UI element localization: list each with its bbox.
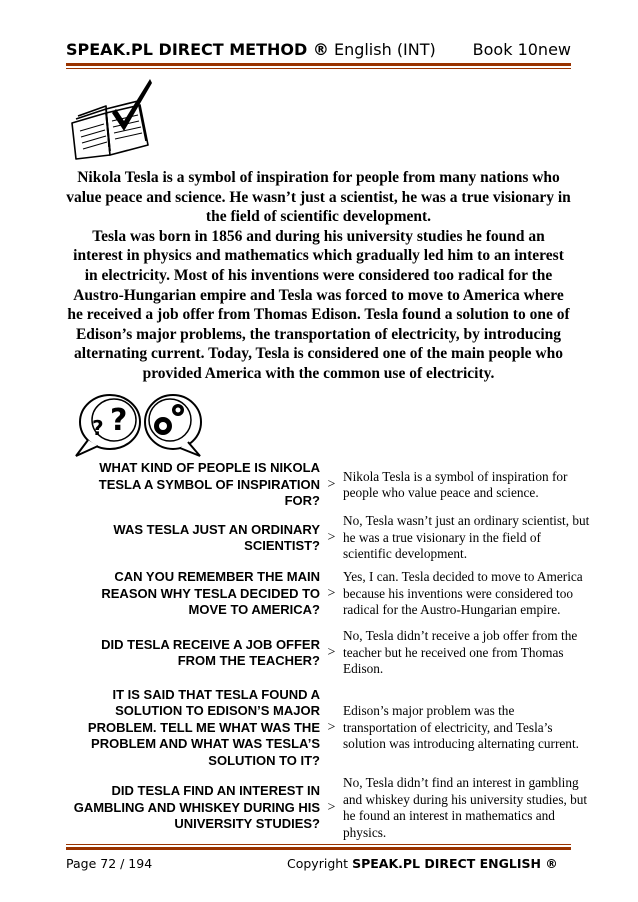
qa-question: IT IS SAID THAT TESLA FOUND A SOLUTION TO EDISON’S MAJOR PROBLEM. TELL ME WHAT WAS THE PROBLEM AND WHAT WAS TESLA’S SOLUTION TO IT?: [87, 686, 320, 768]
copyright-label: Copyright: [287, 856, 349, 871]
qa-question: DID TESLA FIND AN INTEREST IN GAMBLING AND WHISKEY DURING HIS UNIVERSITY STUDIES?: [73, 783, 320, 832]
qa-answer: No, Tesla didn’t find an interest in gambling and whiskey during his university studies, but he found an interest in mathematics and physics.: [343, 775, 588, 840]
footer-rule-thick: [66, 847, 571, 850]
qa-question: CAN YOU REMEMBER THE MAIN REASON WHY TESLA DECIDED TO MOVE TO AMERICA?: [101, 569, 320, 618]
qa-row: [66, 684, 590, 772]
header-rule-thick: [66, 63, 571, 66]
qa-answer: No, Tesla didn’t receive a job offer from the teacher but he received one from Thomas Edison.: [343, 628, 578, 677]
page-header: [66, 38, 571, 62]
qa-question: WAS TESLA JUST AN ORDINARY SCIENTIST?: [113, 521, 320, 553]
qa-answer: Nikola Tesla is a symbol of inspiration for people who value peace and science.: [343, 468, 568, 500]
qa-arrow: >: [327, 477, 336, 492]
qa-arrow: >: [327, 720, 336, 735]
qa-row: [66, 460, 590, 510]
qa-question: WHAT KIND OF PEOPLE IS NIKOLA TESLA A SYMBOL OF INSPIRATION FOR?: [98, 460, 320, 509]
qa-arrow: >: [327, 800, 336, 815]
qa-arrow: >: [327, 645, 336, 660]
story-paragraph: Nikola Tesla is a symbol of inspiration for people from many nations who value peace and science. He wasn’t just a scientist, he was a true visionary in the field of scientific development.: [66, 169, 571, 226]
page-footer: [66, 854, 571, 874]
qa-answer: No, Tesla wasn’t just an ordinary scientist, but he was a true visionary in the field of scientific development.: [343, 513, 590, 562]
header-left: [66, 38, 436, 62]
qa-answer: Edison’s major problem was the transportation of electricity, and Tesla’s solution was introducing alternating current.: [343, 703, 579, 752]
qa-arrow: >: [327, 586, 336, 601]
qa-row: [66, 622, 590, 684]
svg-text:?: ?: [110, 403, 128, 438]
header-rule-thin: [66, 68, 571, 69]
open-book-checkmark-icon: [66, 75, 156, 160]
qa-row: [66, 566, 590, 622]
story-text: [66, 168, 571, 384]
story-paragraph: Tesla was born in 1856 and during his university studies he found an interest in physics and mathematics which gradually led him to an interest in electricity. Most of his inventions were considered too radical for the Austro-Hungarian empire and Tesla was forced to move to America where he received a job offer from Thomas Edison. Tesla found a solution to one of Edison’s major problems, the transportation of electricity, by introducing alternating current. Today, Tesla is considered one of the main people who provided America with the common use of electricity.: [67, 227, 570, 382]
footer-rule-thin: [66, 844, 571, 845]
question-answer-list: [66, 460, 590, 844]
question-gear-speech-bubbles-icon: [70, 390, 205, 460]
copyright: [287, 854, 558, 874]
qa-question: DID TESLA RECEIVE A JOB OFFER FROM THE TEACHER?: [101, 636, 320, 668]
page-number: Page 72 / 194: [66, 856, 153, 871]
qa-row: [66, 510, 590, 566]
qa-answer: Yes, I can. Tesla decided to move to America because his inventions were considered too radical for the Austro-Hungarian empire.: [343, 569, 583, 618]
qa-row: [66, 772, 590, 844]
qa-arrow: >: [327, 530, 336, 545]
svg-text:?: ?: [92, 416, 104, 440]
header-brand: SPEAK.PL DIRECT METHOD ®: [66, 40, 329, 59]
header-book: Book 10new: [472, 40, 571, 59]
header-course: English (INT): [333, 40, 436, 59]
copyright-brand: SPEAK.PL DIRECT ENGLISH ®: [352, 856, 558, 871]
